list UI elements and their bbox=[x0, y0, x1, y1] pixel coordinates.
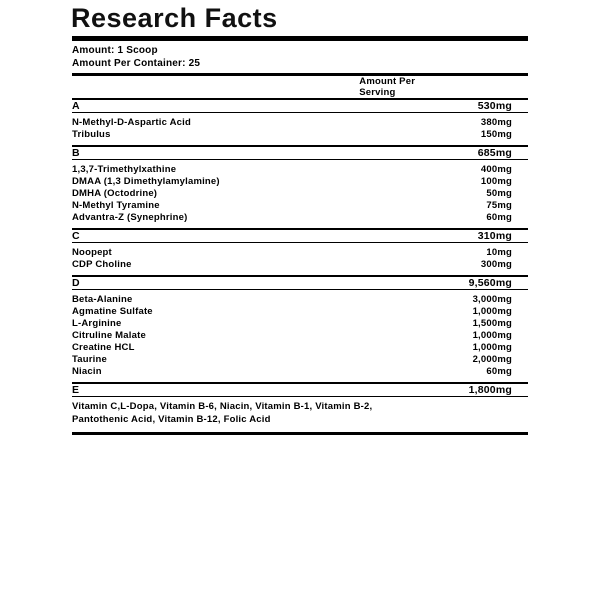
item-amount: 100mg bbox=[480, 176, 512, 187]
table-row bbox=[72, 247, 528, 259]
item-name: CDP Choline bbox=[72, 259, 132, 270]
table-row bbox=[72, 342, 528, 354]
item-name: DMAA (1,3 Dimethylamylamine) bbox=[72, 176, 220, 187]
item-name: DMHA (Octodrine) bbox=[72, 188, 158, 199]
item-amount: 10mg bbox=[486, 247, 512, 258]
nutrition-table bbox=[72, 76, 528, 396]
item-name: N-Methyl-D-Aspartic Acid bbox=[72, 117, 191, 128]
table-row bbox=[72, 164, 528, 176]
item-name: Niacin bbox=[72, 366, 102, 377]
footnote-line-2: Pantothenic Acid, Vitamin B-12, Folic Acid bbox=[72, 413, 271, 425]
item-amount: 1,000mg bbox=[472, 306, 512, 317]
item-amount: 300mg bbox=[480, 259, 512, 270]
serving-info bbox=[72, 41, 528, 73]
table-row bbox=[72, 176, 528, 188]
bottom-divider bbox=[72, 432, 528, 435]
footnote-line-1: Vitamin C,L-Dopa, Vitamin B-6, Niacin, Vitamin B-1, Vitamin B-2, bbox=[72, 401, 373, 412]
table-row bbox=[72, 129, 528, 141]
item-amount: 75mg bbox=[486, 200, 512, 211]
group-name: C bbox=[72, 230, 80, 242]
table-row bbox=[72, 306, 528, 318]
item-amount: 150mg bbox=[480, 129, 512, 140]
table-row bbox=[72, 147, 528, 160]
item-name: Noopept bbox=[72, 247, 112, 258]
table-row bbox=[72, 188, 528, 200]
group-name: B bbox=[72, 147, 80, 159]
item-name: Beta-Alanine bbox=[72, 294, 133, 305]
table-row bbox=[72, 366, 528, 378]
table-header-row bbox=[72, 76, 528, 99]
group-amount: 685mg bbox=[477, 147, 512, 159]
item-name: 1,3,7-Trimethylxathine bbox=[72, 164, 177, 175]
table-row bbox=[72, 230, 528, 243]
servings-per-container: Amount Per Container: 25 bbox=[72, 58, 201, 69]
table-row bbox=[72, 100, 528, 113]
item-name: Creatine HCL bbox=[72, 342, 135, 353]
item-amount: 60mg bbox=[486, 366, 512, 377]
page-title: Research Facts bbox=[71, 3, 278, 33]
header-amount-per-serving bbox=[359, 76, 528, 99]
item-name: Tribulus bbox=[72, 129, 111, 140]
group-name: A bbox=[72, 100, 80, 112]
header-blank bbox=[72, 76, 359, 99]
group-amount: 9,560mg bbox=[468, 277, 512, 289]
item-amount: 380mg bbox=[480, 117, 512, 128]
item-amount: 3,000mg bbox=[472, 294, 512, 305]
table-row bbox=[72, 354, 528, 366]
table-row bbox=[72, 294, 528, 306]
ingredient-footnote bbox=[72, 397, 528, 426]
table-row bbox=[72, 200, 528, 212]
table-row bbox=[72, 384, 528, 396]
item-amount: 1,000mg bbox=[472, 342, 512, 353]
header-amount-line2: Serving bbox=[359, 87, 396, 98]
table-row bbox=[72, 277, 528, 290]
table-row bbox=[72, 330, 528, 342]
item-amount: 2,000mg bbox=[472, 354, 512, 365]
group-amount: 530mg bbox=[477, 100, 512, 112]
item-amount: 60mg bbox=[486, 212, 512, 223]
group-amount: 1,800mg bbox=[468, 384, 512, 396]
item-name: Citruline Malate bbox=[72, 330, 146, 341]
item-name: Taurine bbox=[72, 354, 108, 365]
table-row bbox=[72, 117, 528, 129]
serving-amount: Amount: 1 Scoop bbox=[72, 45, 158, 56]
item-name: N-Methyl Tyramine bbox=[72, 200, 160, 211]
header-amount-line1: Amount Per bbox=[359, 76, 416, 87]
item-name: Agmatine Sulfate bbox=[72, 306, 153, 317]
table-row bbox=[72, 259, 528, 271]
group-amount: 310mg bbox=[477, 230, 512, 242]
table-row bbox=[72, 318, 528, 330]
group-name: D bbox=[72, 277, 80, 289]
item-amount: 1,500mg bbox=[472, 318, 512, 329]
item-name: L-Arginine bbox=[72, 318, 122, 329]
item-name: Advantra-Z (Synephrine) bbox=[72, 212, 188, 223]
item-amount: 50mg bbox=[486, 188, 512, 199]
group-name: E bbox=[72, 384, 80, 396]
table-row bbox=[72, 212, 528, 224]
item-amount: 400mg bbox=[480, 164, 512, 175]
item-amount: 1,000mg bbox=[472, 330, 512, 341]
